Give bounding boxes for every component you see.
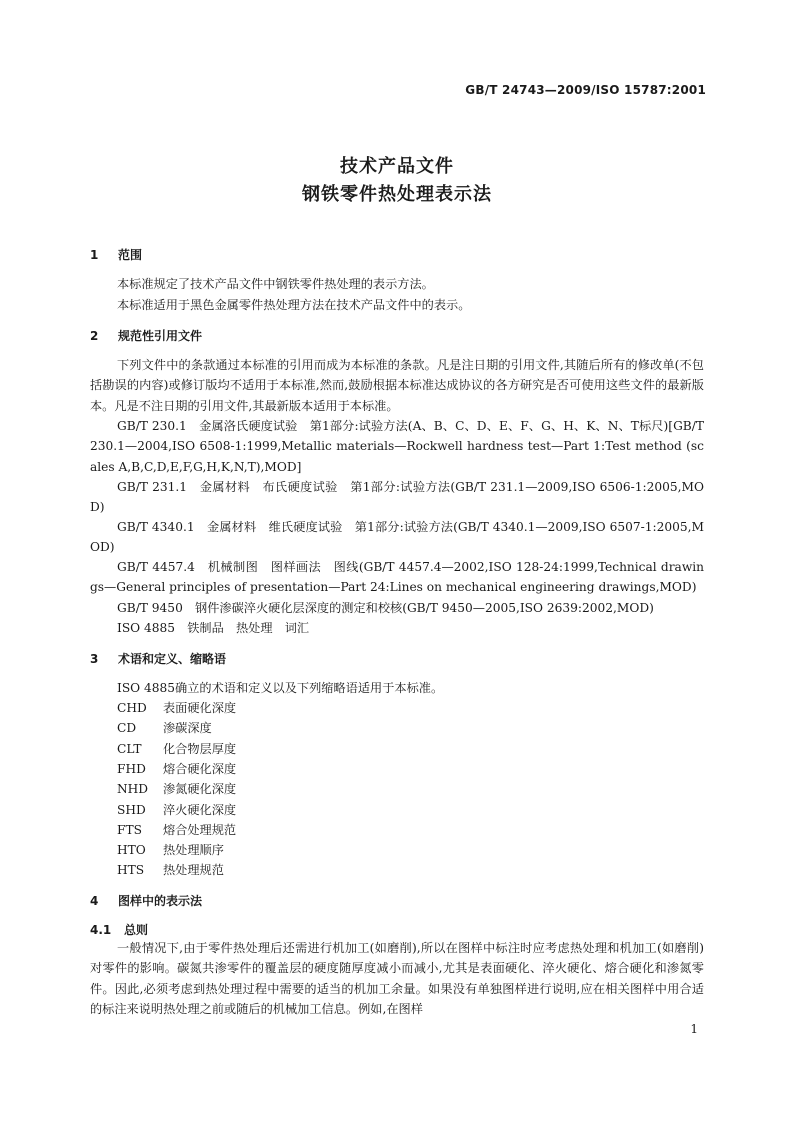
general-paragraph: 一般情况下,由于零件热处理后还需进行机加工(如磨削),所以在图样中标注时应考虑热处理和机加工(如磨削)对零件的影响。碳氮共渗零件的覆盖层的硬度随厚度减小而减小,尤其是表面硬化、淬火硬化、熔合硬化和渗氮零件。因此,必须考虑到热处理过程中需要的适当的机加工余量。如果没有单独图样进行说明,应在相关图样中用合适的标注来说明热处理之前或随后的机械加工信息。例如,在图样: [90, 941, 704, 1016]
abbreviation-row: [117, 719, 212, 736]
standard-code: GB/T 24743—2009/ISO 15787:2001: [465, 83, 706, 97]
section-title: 规范性引用文件: [118, 329, 203, 343]
abbreviation-meaning: 熔合硬化深度: [163, 762, 237, 776]
abbreviation-code: HTS: [117, 863, 145, 877]
abbreviation-code: FHD: [117, 762, 146, 776]
section-number: 2: [90, 329, 99, 343]
abbreviation-meaning: 熔合处理规范: [163, 823, 237, 837]
section-title: 术语和定义、缩略语: [118, 652, 227, 666]
terms-intro: ISO 4885确立的术语和定义以及下列缩略语适用于本标准。: [117, 681, 444, 695]
page-number: 1: [690, 1022, 698, 1036]
subsection-number: 4.1: [90, 923, 112, 937]
section-title: 图样中的表示法: [118, 894, 203, 908]
abbreviation-code: CD: [117, 721, 137, 735]
abbreviation-meaning: 渗氮硬化深度: [163, 782, 237, 796]
abbreviation-meaning: 热处理规范: [163, 863, 224, 877]
abbreviation-code: HTO: [117, 843, 146, 857]
scope-paragraph-1: 本标准规定了技术产品文件中钢铁零件热处理的表示方法。: [117, 277, 434, 291]
abbreviation-row: [117, 780, 236, 797]
references-intro: 下列文件中的条款通过本标准的引用而成为本标准的条款。凡是注日期的引用文件,其随后所有的修改单(不包括勘误的内容)或修订版均不适用于本标准,然而,鼓励根据本标准达成协议的各方研究是否可使用这些文件的最新版本。凡是不注日期的引用文件,其最新版本适用于本标准。: [90, 358, 704, 413]
abbreviation-row: [117, 699, 236, 716]
subsection-4-1-heading: [90, 921, 148, 938]
section-3-heading: [90, 650, 226, 667]
reference-item: ISO 4885 铁制品 热处理 词汇: [117, 621, 310, 635]
abbreviation-code: FTS: [117, 823, 142, 837]
abbreviation-meaning: 渗碳深度: [163, 721, 212, 735]
section-number: 4: [90, 894, 99, 908]
section-1-heading: [90, 246, 142, 263]
document-title-line1: 技术产品文件: [340, 156, 454, 177]
subsection-title: 总则: [124, 923, 149, 937]
section-4-heading: [90, 892, 202, 909]
reference-item: GB/T 231.1 金属材料 布氏硬度试验 第1部分:试验方法(GB/T 231.1—2009,ISO 6506-1:2005,MOD): [90, 480, 704, 515]
document-title-line2: 钢铁零件热处理表示法: [302, 184, 492, 205]
abbreviation-row: [117, 821, 236, 838]
abbreviation-code: CLT: [117, 742, 142, 756]
reference-item: GB/T 230.1 金属洛氏硬度试验 第1部分:试验方法(A、B、C、D、E、F、G、H、K、N、T标尺)[GB/T 230.1—2004,ISO 6508-1:1999,Metallic materials—Rockwell hardness test—Part 1:Test method (scales A,B,C,D,E,F,G,H,K,N,T),MOD]: [90, 419, 704, 474]
scope-paragraph-2: 本标准适用于黑色金属零件热处理方法在技术产品文件中的表示。: [117, 298, 471, 312]
abbreviation-code: NHD: [117, 782, 149, 796]
abbreviation-row: [117, 760, 236, 777]
abbreviation-code: CHD: [117, 701, 147, 715]
abbreviation-row: [117, 740, 236, 757]
abbreviation-code: SHD: [117, 803, 146, 817]
abbreviation-meaning: 淬火硬化深度: [163, 803, 237, 817]
section-number: 3: [90, 652, 99, 666]
reference-item: GB/T 4457.4 机械制图 图样画法 图线(GB/T 4457.4—2002,ISO 128-24:1999,Technical drawings—General principles of presentation—Part 24:Lines on mechanical engineering drawings,MOD): [90, 560, 704, 595]
abbreviation-meaning: 表面硬化深度: [163, 701, 237, 715]
reference-item: GB/T 4340.1 金属材料 维氏硬度试验 第1部分:试验方法(GB/T 4340.1—2009,ISO 6507-1:2005,MOD): [90, 520, 704, 555]
abbreviation-row: [117, 841, 224, 858]
section-title: 范围: [118, 248, 143, 262]
abbreviation-row: [117, 861, 224, 878]
abbreviation-meaning: 化合物层厚度: [163, 742, 237, 756]
reference-item: GB/T 9450 钢件渗碳淬火硬化层深度的测定和校核(GB/T 9450—2005,ISO 2639:2002,MOD): [117, 601, 654, 615]
section-number: 1: [90, 248, 99, 262]
abbreviation-meaning: 热处理顺序: [163, 843, 224, 857]
abbreviation-row: [117, 801, 236, 818]
section-2-heading: [90, 327, 202, 344]
